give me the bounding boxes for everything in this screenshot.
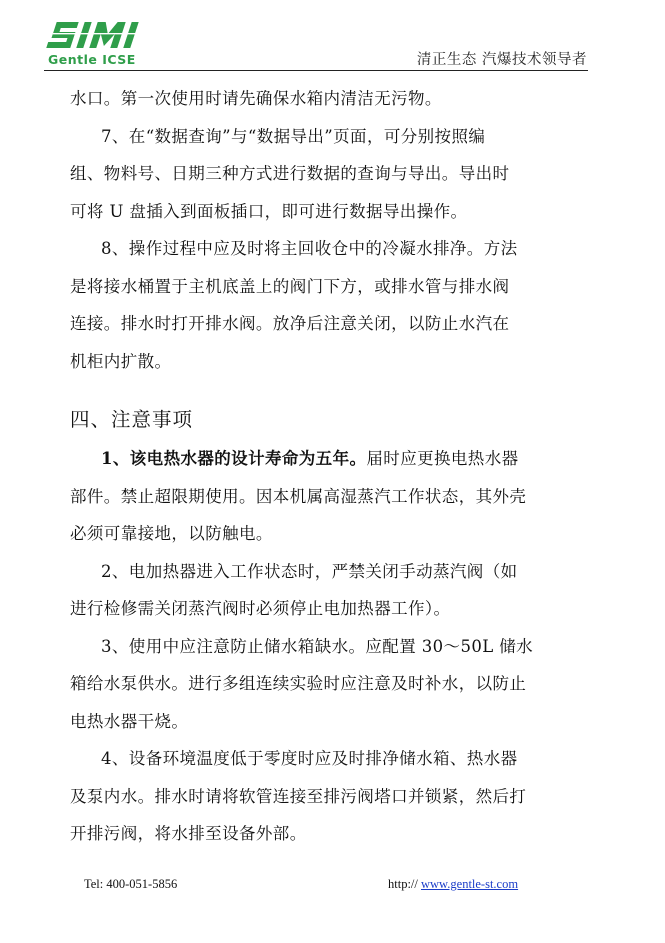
text-line bbox=[70, 440, 586, 478]
text-line: 进行检修需关闭蒸汽阀时必须停止电加热器工作）。 bbox=[70, 599, 451, 618]
note-2-paragraph bbox=[70, 553, 586, 628]
text-line: 2、电加热器进入工作状态时，严禁关闭手动蒸汽阀（如 bbox=[101, 561, 518, 581]
text-line: 7、在“数据查询”与“数据导出”页面，可分别按照编 bbox=[101, 126, 486, 146]
text-line: 机柜内扩散。 bbox=[70, 351, 172, 371]
text-line: 连接。排水时打开排水阀。放净后注意关闭，以防止水汽在 bbox=[70, 314, 510, 333]
intro-paragraph bbox=[70, 80, 586, 118]
document-body bbox=[70, 80, 586, 853]
text-line: 水口。第一次使用时请先确保水箱内清洁无污物。 bbox=[70, 89, 442, 108]
note-1-paragraph bbox=[70, 440, 586, 553]
emphasis-text: 1、该电热水器的设计寿命为五年。 bbox=[101, 449, 367, 468]
header-divider bbox=[44, 70, 588, 71]
text-line: 箱给水泵供水。进行多组连续实验时应注意及时补水，以防止 bbox=[70, 674, 527, 693]
text-line: 3、使用中应注意防止储水箱缺水。应配置 30～50L 储水 bbox=[101, 636, 534, 656]
text-line: 是将接水桶置于主机底盖上的阀门下方，或排水管与排水阀 bbox=[70, 276, 510, 296]
section-heading: 四、注意事项 bbox=[70, 408, 194, 431]
url-prefix: http:// bbox=[388, 877, 421, 891]
header-slogan: 清正生态 汽爆技术领导者 bbox=[416, 52, 587, 68]
note-4-paragraph bbox=[70, 740, 586, 853]
text-line: 必须可靠接地，以防触电。 bbox=[70, 524, 273, 543]
logo-subtitle: Gentle ICSE bbox=[48, 52, 136, 67]
item-8-paragraph bbox=[70, 230, 586, 380]
note-3-paragraph bbox=[70, 628, 586, 741]
website-link[interactable]: www.gentle-st.com bbox=[421, 877, 519, 891]
item-7-paragraph bbox=[70, 118, 586, 231]
text-line: 组、物料号、日期三种方式进行数据的查询与导出。导出时 bbox=[70, 164, 510, 183]
text-line: 电热水器干烧。 bbox=[70, 711, 189, 731]
text-line: 开排污阀，将水排至设备外部。 bbox=[70, 824, 307, 843]
text-line: 4、设备环境温度低于零度时应及时排净储水箱、热水器 bbox=[101, 749, 518, 768]
text-segment: 届时应更换电热水器 bbox=[366, 449, 519, 468]
footer-website bbox=[388, 877, 518, 892]
footer-telephone: Tel: 400-051-5856 bbox=[84, 877, 178, 891]
company-logo bbox=[44, 18, 174, 70]
text-line: 可将 U 盘插入到面板插口，即可进行数据导出操作。 bbox=[70, 201, 468, 221]
text-line: 及泵内水。排水时请将软管连接至排污阀塔口并锁紧，然后打 bbox=[70, 786, 527, 806]
text-line: 8、操作过程中应及时将主回收仓中的冷凝水排净。方法 bbox=[101, 239, 518, 258]
text-line: 部件。禁止超限期使用。因本机属高湿蒸汽工作状态，其外壳 bbox=[70, 486, 527, 506]
